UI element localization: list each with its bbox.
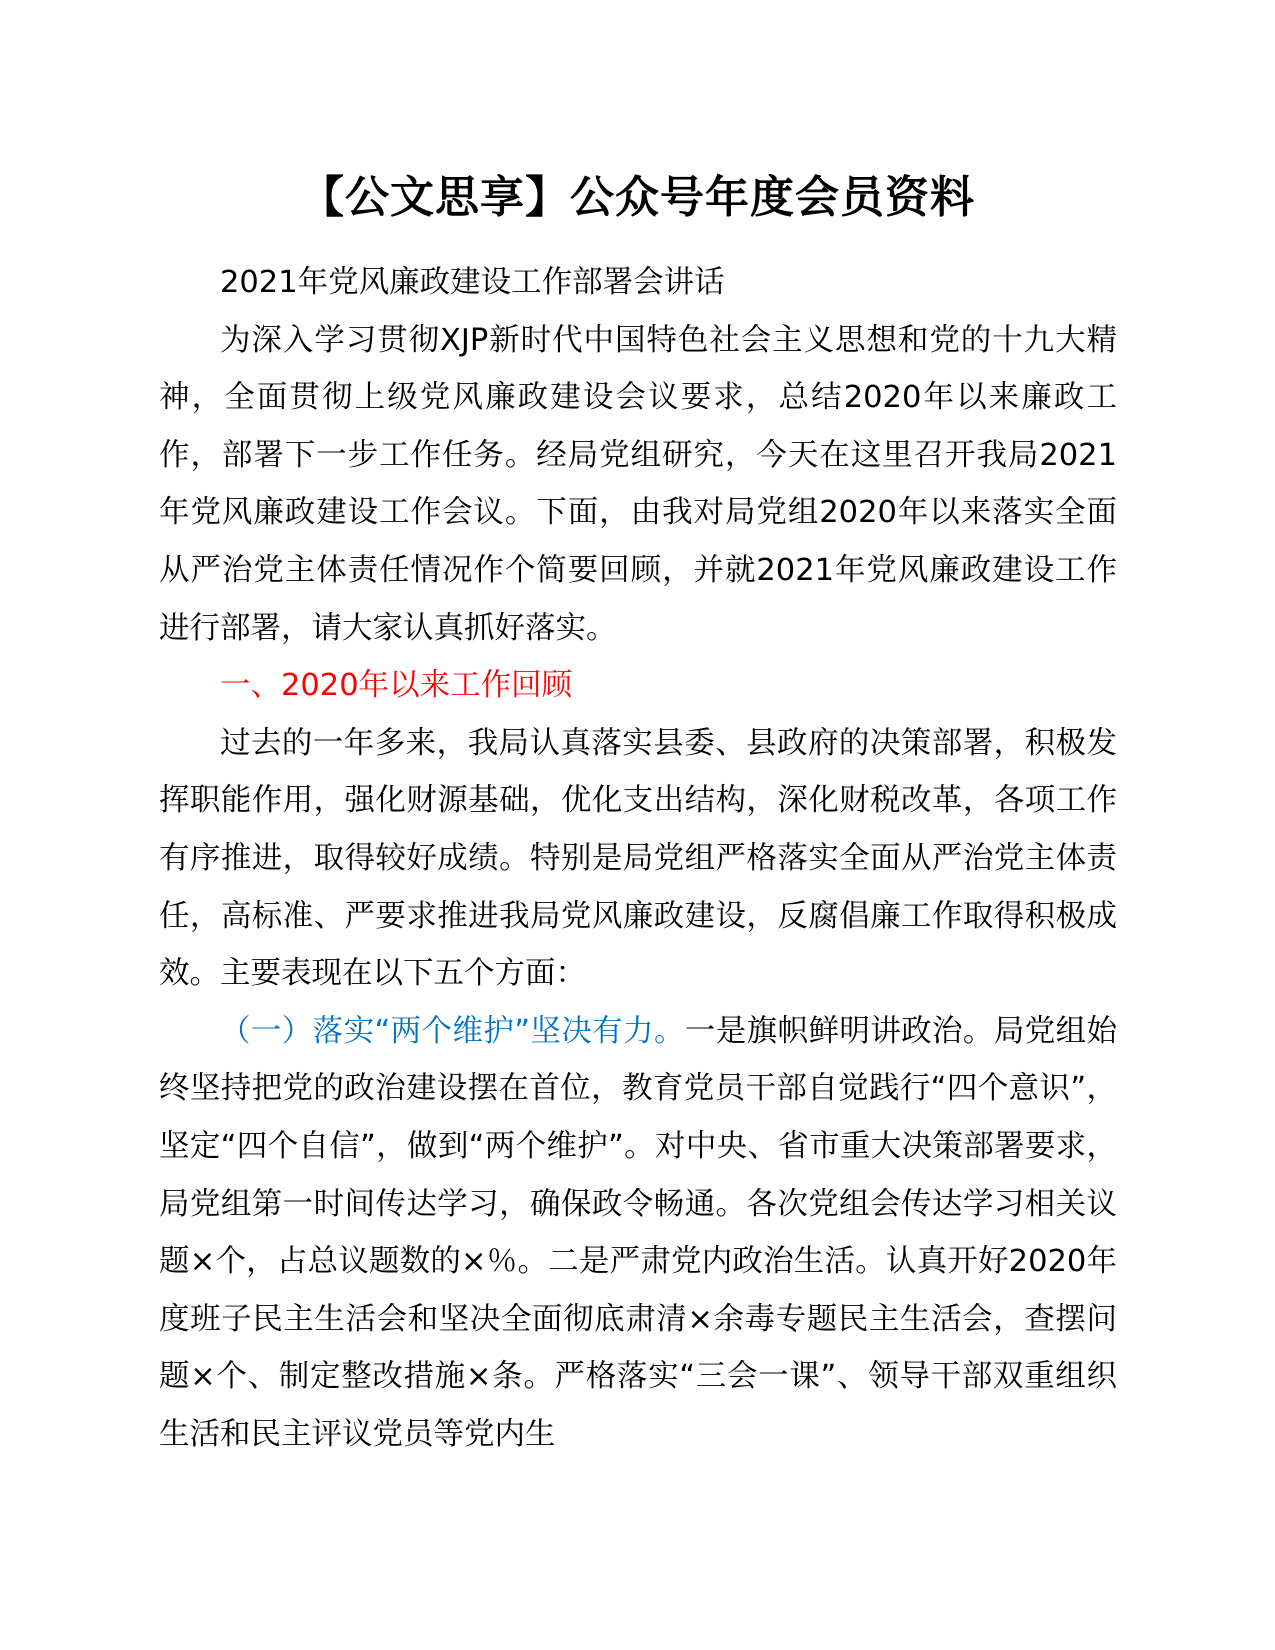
subsection-paragraph xyxy=(159,1003,1117,1464)
section-intro-paragraph: 过去的一年多来，我局认真落实县委、县政府的决策部署，积极发挥职能作用，强化财源基础，优化支出结构，深化财税改革，各项工作有序推进，取得较好成绩。特别是局党组严格落实全面从严治党主体责任，高标准、严要求推进我局党风廉政建设，反腐倡廉工作取得积极成效。主要表现在以下五个方面： xyxy=(159,725,1117,992)
document-body xyxy=(159,254,1117,1463)
document-title: 【公文思享】公众号年度会员资料 xyxy=(300,172,975,223)
subsection-heading: （一）落实“两个维护”坚决有力。 xyxy=(220,1013,685,1049)
section-heading: 一、2020年以来工作回顾 xyxy=(220,668,573,704)
intro-paragraph: 为深入学习贯彻XJP新时代中国特色社会主义思想和党的十九大精神，全面贯彻上级党风廉政建设会议要求，总结2020年以来廉政工作，部署下一步工作任务。经局党组研究，今天在这里召开我局2021年党风廉政建设工作会议。下面，由我对局党组2020年以来落实全面从严治党主体责任情况作个简要回顾，并就2021年党风廉政建设工作进行部署，请大家认真抓好落实。 xyxy=(159,322,1117,646)
subsection-text: 一是旗帜鲜明讲政治。局党组始终坚持把党的政治建设摆在首位，教育党员干部自觉践行“四个意识”，坚定“四个自信”，做到“两个维护”。对中央、省市重大决策部署要求，局党组第一时间传达学习，确保政令畅通。各次党组会传达学习相关议题×个，占总议题数的×％。二是严肃党内政治生活。认真开好2020年度班子民主生活会和坚决全面彻底肃清×余毒专题民主生活会，查摆问题×个、制定整改措施×条。严格落实“三会一课”、领导干部双重组织生活和民主评议党员等党内生 xyxy=(159,1013,1117,1452)
speech-title: 2021年党风廉政建设工作部署会讲话 xyxy=(220,265,725,300)
